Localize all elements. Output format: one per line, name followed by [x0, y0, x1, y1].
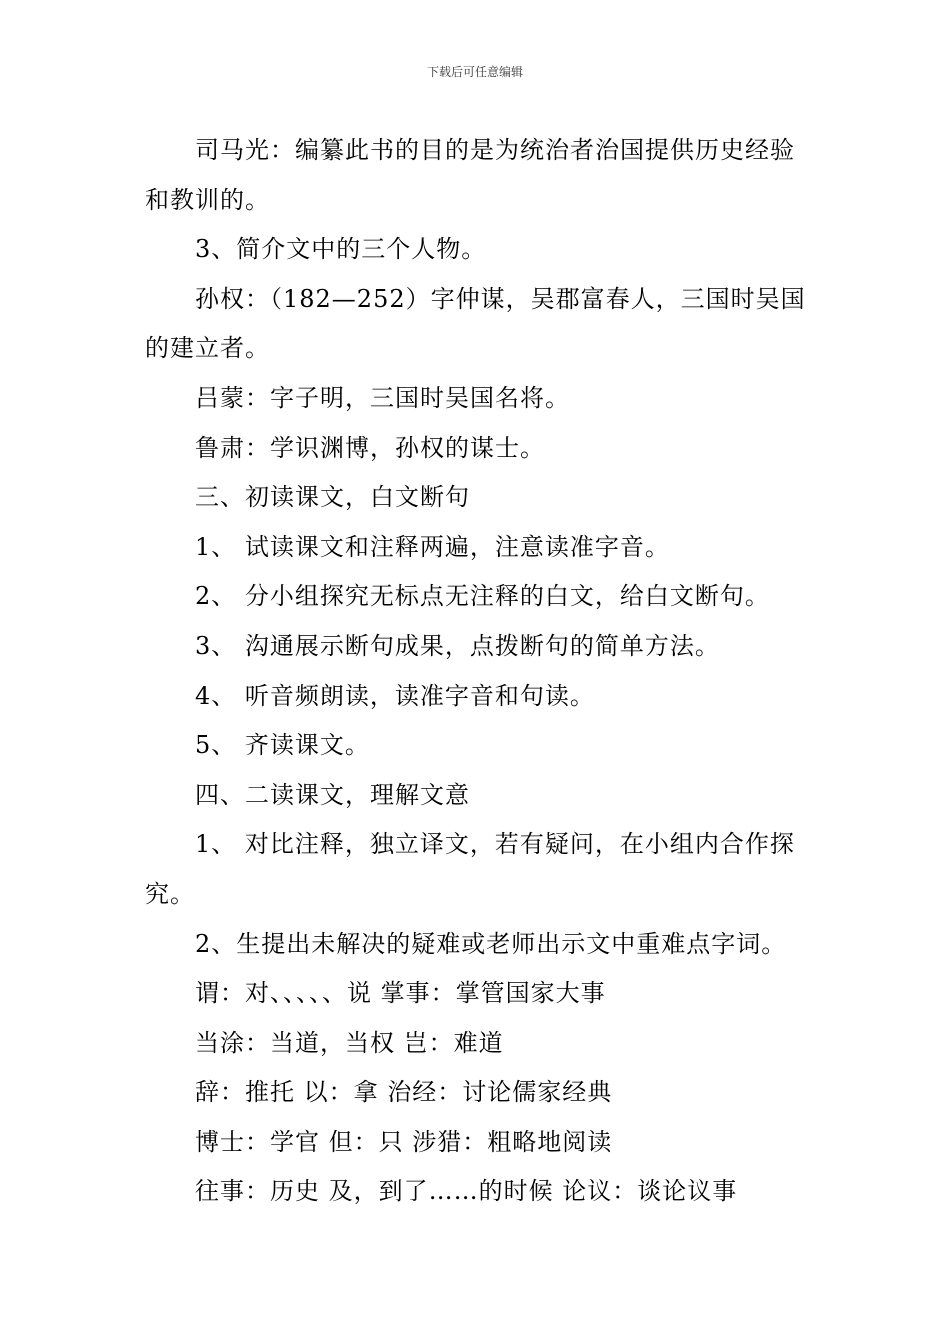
page-header: 下载后可任意编辑	[426, 65, 523, 79]
list-item-step-5: 5、 齐读课文。	[195, 731, 370, 760]
vocab-line-5: 往事：历史 及，到了……的时候 论议：谈论议事	[195, 1177, 738, 1206]
vocab-line-4: 博士：学官 但：只 涉猎：粗略地阅读	[195, 1127, 613, 1156]
list-item-step-3: 3、 沟通展示断句成果，点拨断句的简单方法。	[195, 631, 720, 660]
paragraph-lv-meng: 吕蒙：字子明，三国时吴国名将。	[195, 383, 570, 412]
list-item-step-2: 2、 分小组探究无标点无注释的白文，给白文断句。	[195, 582, 770, 611]
list-item-step-4: 4、 听音频朗读，读准字音和句读。	[195, 681, 595, 710]
vocab-line-3: 辞：推托 以：拿 治经：讨论儒家经典	[195, 1078, 613, 1107]
list-item-difficult-words: 2、生提出未解决的疑难或老师出示文中重难点字词。	[195, 929, 787, 958]
section-heading-first-reading: 三、初读课文，白文断句	[195, 483, 470, 512]
list-item-step-1: 1、 试读课文和注释两遍，注意读准字音。	[195, 532, 670, 561]
vocab-line-2: 当涂：当道，当权 岂：难道	[195, 1028, 504, 1057]
paragraph-sima-guang: 司马光：编纂此书的目的是为统治者治国提供历史经验和教训的。	[145, 136, 795, 214]
list-item-translate: 1、 对比注释，独立译文，若有疑问，在小组内合作探究。	[145, 830, 795, 908]
vocab-line-1: 谓：对、、、、、说 掌事：掌管国家大事	[195, 979, 606, 1008]
paragraph-sun-quan: 孙权：（182—252）字仲谋，吴郡富春人，三国时吴国的建立者。	[145, 284, 806, 363]
section-heading-second-reading: 四、二读课文，理解文意	[195, 780, 470, 809]
paragraph-three-figures-heading: 3、简介文中的三个人物。	[195, 235, 487, 264]
paragraph-lu-su: 鲁肃：学识渊博，孙权的谋士。	[195, 433, 545, 462]
document-body	[145, 126, 810, 1217]
